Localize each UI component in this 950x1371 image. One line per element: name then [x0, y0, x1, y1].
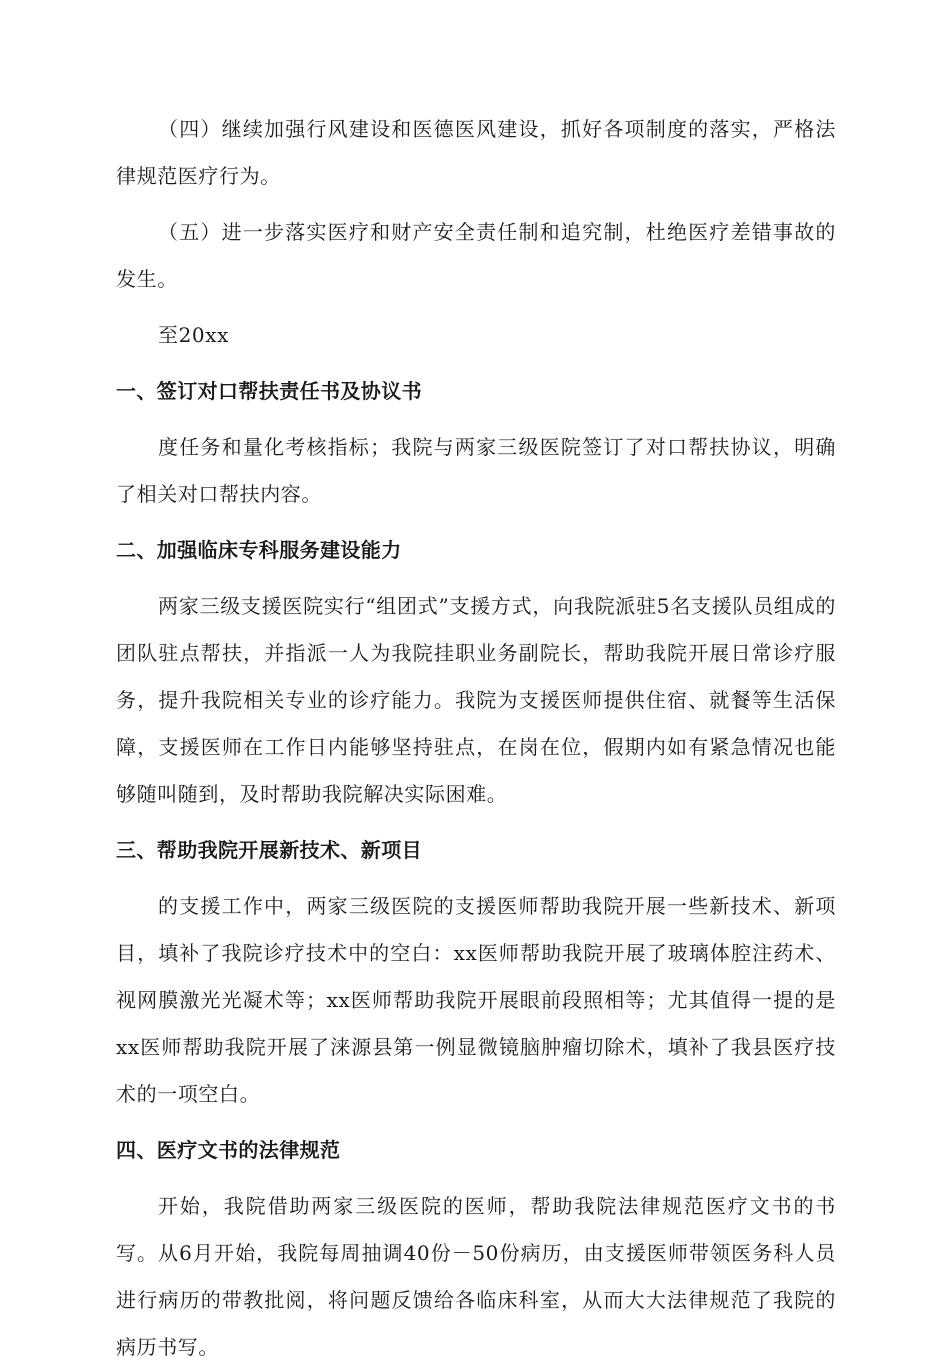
paragraph-year: 至20xx: [158, 323, 230, 347]
paragraph-item-4: （四）继续加强行风建设和医德医风建设，抓好各项制度的落实，严格法律规范医疗行为。: [116, 117, 836, 188]
section-heading-4: 四、医疗文书的法律规范: [116, 1138, 341, 1162]
section-heading-2: 二、加强临床专科服务建设能力: [116, 538, 402, 562]
document-body: [116, 106, 836, 1371]
section-heading-3: 三、帮助我院开展新技术、新项目: [116, 838, 422, 862]
paragraph-section-3: 的支援工作中，两家三级医院的支援医师帮助我院开展一些新技术、新项目，填补了我院诊疗技术中的空白：xx医师帮助我院开展了玻璃体腔注药术、视网膜激光光凝术等；xx医师帮助我院开展眼前段照相等；尤其值得一提的是xx医师帮助我院开展了涞源县第一例显微镜脑肿瘤切除术，填补了我县医疗技术的一项空白。: [116, 894, 836, 1106]
paragraph-section-4: 开始，我院借助两家三级医院的医师，帮助我院法律规范医疗文书的书写。从6月开始，我院每周抽调40份－50份病历，由支援医师带领医务科人员进行病历的带教批阅，将问题反馈给各临床科室，从而大大法律规范了我院的病历书写。: [116, 1194, 836, 1359]
paragraph-section-2: 两家三级支援医院实行“组团式”支援方式，向我院派驻5名支援队员组成的团队驻点帮扶，并指派一人为我院挂职业务副院长，帮助我院开展日常诊疗服务，提升我院相关专业的诊疗能力。我院为支援医师提供住宿、就餐等生活保障，支援医师在工作日内能够坚持驻点，在岗在位，假期内如有紧急情况也能够随叫随到，及时帮助我院解决实际困难。: [116, 594, 836, 806]
section-heading-1: 一、签订对口帮扶责任书及协议书: [116, 379, 422, 403]
paragraph-item-5: （五）进一步落实医疗和财产安全责任制和追究制，杜绝医疗差错事故的发生。: [116, 220, 836, 291]
paragraph-section-1: 度任务和量化考核指标；我院与两家三级医院签订了对口帮扶协议，明确了相关对口帮扶内容。: [116, 435, 836, 506]
